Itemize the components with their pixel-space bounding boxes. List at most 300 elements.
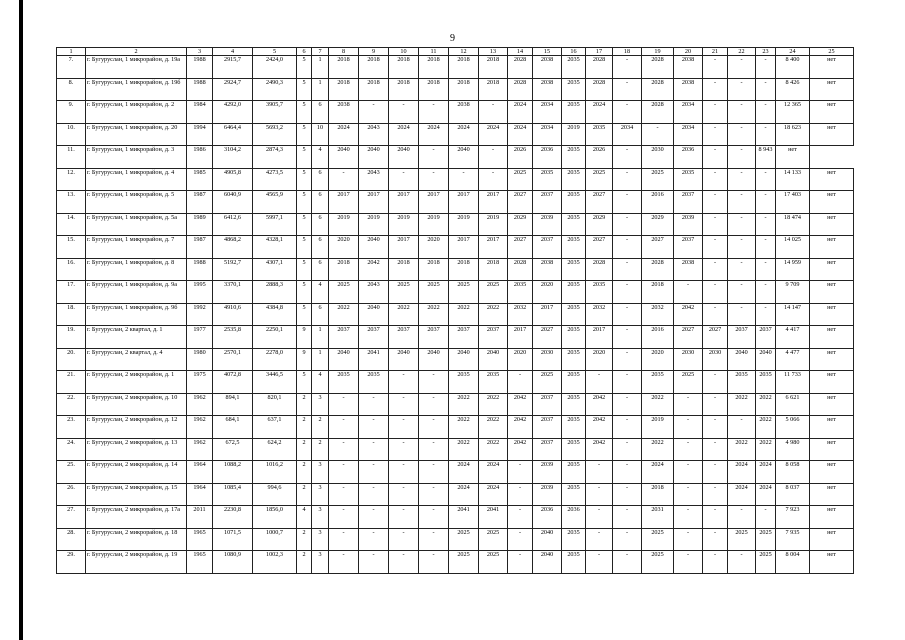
table-cell: 4910,6 bbox=[213, 303, 253, 326]
table-cell: 2024 bbox=[449, 461, 479, 484]
table-cell: - bbox=[613, 416, 642, 439]
table-row bbox=[57, 123, 854, 146]
table-cell: 14 133 bbox=[776, 168, 810, 191]
table-cell: 2 bbox=[312, 416, 329, 439]
table-cell: - bbox=[613, 528, 642, 551]
page-number: 9 bbox=[450, 33, 455, 44]
table-cell: 2035 bbox=[562, 303, 586, 326]
address-cell: г. Бугуруслан, 1 микрорайон, д. 2 bbox=[86, 101, 187, 124]
table-cell: 1984 bbox=[187, 101, 213, 124]
table-cell: - bbox=[329, 461, 359, 484]
table-cell: 7. bbox=[57, 56, 86, 79]
table-cell: 2027 bbox=[508, 236, 533, 259]
table-cell: 2035 bbox=[562, 56, 586, 79]
table-cell: нет bbox=[810, 236, 854, 259]
header-cell: 11 bbox=[419, 48, 449, 56]
table-row bbox=[57, 416, 854, 439]
table-cell: 5 bbox=[297, 281, 312, 304]
table-cell: - bbox=[642, 123, 674, 146]
table-cell: 2018 bbox=[449, 258, 479, 281]
table-row bbox=[57, 191, 854, 214]
table-cell: 1977 bbox=[187, 326, 213, 349]
table-cell: 2 bbox=[297, 416, 312, 439]
table-cell: 2024 bbox=[479, 123, 508, 146]
table-cell: 3 bbox=[312, 393, 329, 416]
table-cell: 2018 bbox=[479, 258, 508, 281]
table-cell: 2038 bbox=[449, 101, 479, 124]
table-cell: 2 bbox=[297, 483, 312, 506]
table-cell: 21. bbox=[57, 371, 86, 394]
table-cell: 2024 bbox=[479, 461, 508, 484]
table-cell: 2037 bbox=[756, 326, 776, 349]
address-cell: г. Бугуруслан, 1 микрорайон, д. 9б bbox=[86, 303, 187, 326]
table-cell: - bbox=[613, 146, 642, 169]
table-cell: 2570,1 bbox=[213, 348, 253, 371]
table-cell: 2019 bbox=[359, 213, 389, 236]
table-cell: - bbox=[508, 371, 533, 394]
table-cell: 2019 bbox=[419, 213, 449, 236]
table-cell: 2018 bbox=[449, 78, 479, 101]
table-cell: - bbox=[728, 213, 756, 236]
table-cell: 17 403 bbox=[776, 191, 810, 214]
table-cell: 23. bbox=[57, 416, 86, 439]
table-cell: - bbox=[728, 258, 756, 281]
table-cell: 2038 bbox=[533, 78, 562, 101]
table-cell: 29. bbox=[57, 551, 86, 574]
table-row bbox=[57, 213, 854, 236]
table-cell: 1856,0 bbox=[253, 506, 297, 529]
table-cell: 820,1 bbox=[253, 393, 297, 416]
table-cell: 2029 bbox=[642, 213, 674, 236]
table-cell: 2022 bbox=[756, 393, 776, 416]
table-cell: 27. bbox=[57, 506, 86, 529]
table-cell: - bbox=[586, 461, 613, 484]
table-cell: 6 bbox=[312, 303, 329, 326]
table-cell: - bbox=[703, 438, 728, 461]
table-cell: 2034 bbox=[674, 101, 703, 124]
header-cell: 2 bbox=[86, 48, 187, 56]
table-cell: 2037 bbox=[419, 326, 449, 349]
table-cell: 1992 bbox=[187, 303, 213, 326]
table-cell: - bbox=[419, 146, 449, 169]
table-cell: - bbox=[756, 303, 776, 326]
table-cell: 2022 bbox=[449, 303, 479, 326]
table-cell: - bbox=[728, 303, 756, 326]
table-cell: 2025 bbox=[586, 168, 613, 191]
table-header-row bbox=[57, 48, 854, 56]
table-cell: нет bbox=[776, 146, 810, 169]
table-cell: 2040 bbox=[389, 146, 419, 169]
table-cell: - bbox=[359, 461, 389, 484]
table-cell: - bbox=[613, 348, 642, 371]
table-cell: - bbox=[613, 461, 642, 484]
table-cell: - bbox=[508, 506, 533, 529]
table-cell: 1965 bbox=[187, 551, 213, 574]
table-cell: 2 bbox=[297, 438, 312, 461]
table-cell: 8 400 bbox=[776, 56, 810, 79]
table-cell: - bbox=[389, 483, 419, 506]
table-row bbox=[57, 78, 854, 101]
table-cell: 1988 bbox=[187, 78, 213, 101]
table-cell: 2020 bbox=[642, 348, 674, 371]
table-cell: 2035 bbox=[562, 438, 586, 461]
table-cell: 2424,0 bbox=[253, 56, 297, 79]
table-cell: - bbox=[613, 281, 642, 304]
table-cell: 2028 bbox=[508, 258, 533, 281]
table-cell: 8 943 bbox=[756, 146, 776, 169]
table-cell: 2038 bbox=[674, 258, 703, 281]
table-cell: 2042 bbox=[586, 438, 613, 461]
table-cell: 9 bbox=[297, 348, 312, 371]
table-cell: нет bbox=[810, 506, 854, 529]
table-cell: 2024 bbox=[419, 123, 449, 146]
table-cell: 2020 bbox=[329, 236, 359, 259]
table-cell: 2018 bbox=[642, 281, 674, 304]
table-cell: - bbox=[419, 371, 449, 394]
table-cell: - bbox=[329, 551, 359, 574]
table-cell: - bbox=[329, 483, 359, 506]
table-cell: 14. bbox=[57, 213, 86, 236]
table-cell: 19. bbox=[57, 326, 86, 349]
table-cell: 2040 bbox=[449, 348, 479, 371]
table-cell: - bbox=[756, 168, 776, 191]
table-cell: 1962 bbox=[187, 393, 213, 416]
table-cell: - bbox=[756, 191, 776, 214]
address-cell: г. Бугуруслан, 1 микрорайон, д. 8 bbox=[86, 258, 187, 281]
table-cell: 5 bbox=[297, 101, 312, 124]
table-cell: - bbox=[479, 101, 508, 124]
table-cell: - bbox=[756, 78, 776, 101]
table-cell: - bbox=[703, 236, 728, 259]
table-cell: 6 bbox=[312, 213, 329, 236]
header-cell: 7 bbox=[312, 48, 329, 56]
table-cell: 2018 bbox=[329, 258, 359, 281]
table-cell: 2038 bbox=[533, 56, 562, 79]
table-cell: нет bbox=[810, 213, 854, 236]
table-cell: 2036 bbox=[533, 146, 562, 169]
table-cell: 2017 bbox=[419, 191, 449, 214]
table-cell: 2040 bbox=[479, 348, 508, 371]
table-cell: - bbox=[586, 551, 613, 574]
table-cell: 2017 bbox=[586, 326, 613, 349]
table-cell: 2029 bbox=[586, 213, 613, 236]
table-cell: 1987 bbox=[187, 191, 213, 214]
table-cell: 2022 bbox=[728, 393, 756, 416]
table-cell: - bbox=[756, 213, 776, 236]
table-cell: 2019 bbox=[449, 213, 479, 236]
table-cell: - bbox=[613, 438, 642, 461]
table-cell: - bbox=[613, 483, 642, 506]
table-cell: 1965 bbox=[187, 528, 213, 551]
header-cell: 10 bbox=[389, 48, 419, 56]
table-cell: 2022 bbox=[756, 438, 776, 461]
table-cell: 1964 bbox=[187, 461, 213, 484]
address-cell: г. Бугуруслан, 1 микрорайон, д. 19а bbox=[86, 56, 187, 79]
table-cell: - bbox=[756, 123, 776, 146]
table-cell: - bbox=[479, 146, 508, 169]
table-cell: 20. bbox=[57, 348, 86, 371]
table-cell: 2018 bbox=[642, 483, 674, 506]
table-cell: 13. bbox=[57, 191, 86, 214]
table-cell: 2035 bbox=[562, 551, 586, 574]
table-cell: 2037 bbox=[479, 326, 508, 349]
table-cell: - bbox=[586, 371, 613, 394]
table-cell: - bbox=[703, 483, 728, 506]
address-cell: г. Бугуруслан, 2 микрорайон, д. 1 bbox=[86, 371, 187, 394]
table-cell: 5 bbox=[297, 371, 312, 394]
table-cell: 1994 bbox=[187, 123, 213, 146]
table-cell: 2027 bbox=[586, 236, 613, 259]
table-cell: 1071,5 bbox=[213, 528, 253, 551]
table-cell: - bbox=[329, 528, 359, 551]
table-cell: - bbox=[389, 371, 419, 394]
table-cell: нет bbox=[810, 191, 854, 214]
table-cell: 2035 bbox=[586, 123, 613, 146]
table-cell: 2035 bbox=[674, 168, 703, 191]
table-cell: 22. bbox=[57, 393, 86, 416]
table-cell: - bbox=[703, 393, 728, 416]
table-cell: 10. bbox=[57, 123, 86, 146]
table-cell: - bbox=[728, 101, 756, 124]
table-cell: 2024 bbox=[728, 483, 756, 506]
table-cell: 2025 bbox=[533, 371, 562, 394]
table-cell: 2 bbox=[297, 528, 312, 551]
table-cell: - bbox=[508, 528, 533, 551]
table-cell: 2 bbox=[297, 551, 312, 574]
table-cell: 5 bbox=[297, 191, 312, 214]
table-cell: 4328,1 bbox=[253, 236, 297, 259]
table-cell: - bbox=[449, 168, 479, 191]
table-cell: - bbox=[674, 416, 703, 439]
table-cell: 18 474 bbox=[776, 213, 810, 236]
table-cell: - bbox=[389, 168, 419, 191]
table-row bbox=[57, 483, 854, 506]
table-cell: 2035 bbox=[533, 168, 562, 191]
table-cell: 2230,8 bbox=[213, 506, 253, 529]
table-cell: 2024 bbox=[756, 461, 776, 484]
table-cell: - bbox=[508, 461, 533, 484]
table-cell: 1987 bbox=[187, 236, 213, 259]
table-cell: - bbox=[613, 393, 642, 416]
table-cell: - bbox=[703, 191, 728, 214]
table-cell: 3 bbox=[312, 528, 329, 551]
table-cell: 2040 bbox=[359, 146, 389, 169]
table-cell: 17. bbox=[57, 281, 86, 304]
table-cell: 1980 bbox=[187, 348, 213, 371]
table-cell: - bbox=[479, 168, 508, 191]
table-cell: 2027 bbox=[586, 191, 613, 214]
table-cell: - bbox=[728, 56, 756, 79]
address-cell: г. Бугуруслан, 1 микрорайон, д. 20 bbox=[86, 123, 187, 146]
table-cell: 6 621 bbox=[776, 393, 810, 416]
table-cell: 15. bbox=[57, 236, 86, 259]
table-cell: 4 bbox=[312, 146, 329, 169]
header-cell: 21 bbox=[703, 48, 728, 56]
table-cell: 12. bbox=[57, 168, 86, 191]
table-cell: 2888,3 bbox=[253, 281, 297, 304]
table-cell: 2032 bbox=[586, 303, 613, 326]
table-cell: 4868,2 bbox=[213, 236, 253, 259]
table-cell: 2 bbox=[297, 461, 312, 484]
table-cell: 2020 bbox=[419, 236, 449, 259]
table-cell: 2018 bbox=[359, 56, 389, 79]
table-cell: 5 bbox=[297, 258, 312, 281]
table-cell: 2027 bbox=[703, 326, 728, 349]
table-row bbox=[57, 506, 854, 529]
table-cell: - bbox=[728, 416, 756, 439]
table-cell: 2043 bbox=[359, 281, 389, 304]
address-cell: г. Бугуруслан, 2 микрорайон, д. 12 bbox=[86, 416, 187, 439]
table-cell: 11. bbox=[57, 146, 86, 169]
table-cell: 5 bbox=[297, 78, 312, 101]
table-cell: 2035 bbox=[728, 371, 756, 394]
table-cell: - bbox=[613, 101, 642, 124]
table-cell: 2038 bbox=[674, 78, 703, 101]
table-cell: 2024 bbox=[728, 461, 756, 484]
table-cell: 2040 bbox=[533, 528, 562, 551]
table-cell: 1988 bbox=[187, 56, 213, 79]
table-cell: - bbox=[674, 393, 703, 416]
table-cell: 18 623 bbox=[776, 123, 810, 146]
table-cell: 2042 bbox=[674, 303, 703, 326]
table-cell: 2037 bbox=[533, 191, 562, 214]
table-cell: - bbox=[613, 506, 642, 529]
table-cell: 2024 bbox=[756, 483, 776, 506]
table-cell: 2040 bbox=[449, 146, 479, 169]
table-cell: нет bbox=[810, 303, 854, 326]
table-cell: 5693,2 bbox=[253, 123, 297, 146]
table-cell: 14 147 bbox=[776, 303, 810, 326]
table-cell: 2040 bbox=[728, 348, 756, 371]
table-cell: 6412,6 bbox=[213, 213, 253, 236]
table-cell: - bbox=[359, 483, 389, 506]
table-row bbox=[57, 146, 854, 169]
table-cell: нет bbox=[810, 281, 854, 304]
table-cell: 2018 bbox=[449, 56, 479, 79]
table-cell: - bbox=[703, 56, 728, 79]
table-cell: 2022 bbox=[389, 303, 419, 326]
table-cell: 2022 bbox=[329, 303, 359, 326]
table-cell: - bbox=[756, 56, 776, 79]
address-cell: г. Бугуруслан, 2 микрорайон, д. 13 bbox=[86, 438, 187, 461]
table-cell: 3905,7 bbox=[253, 101, 297, 124]
address-cell: г. Бугуруслан, 2 квартал, д. 4 bbox=[86, 348, 187, 371]
table-cell: - bbox=[674, 528, 703, 551]
table-cell: 2041 bbox=[449, 506, 479, 529]
table-cell: 2028 bbox=[508, 78, 533, 101]
table-cell: 1088,2 bbox=[213, 461, 253, 484]
table-cell: нет bbox=[810, 348, 854, 371]
table-cell: 2024 bbox=[586, 101, 613, 124]
table-cell: нет bbox=[810, 393, 854, 416]
table-cell: 1989 bbox=[187, 213, 213, 236]
table-cell: - bbox=[756, 236, 776, 259]
table-cell: - bbox=[613, 326, 642, 349]
table-cell: 3 bbox=[312, 461, 329, 484]
table-cell: - bbox=[586, 483, 613, 506]
table-cell: 624,2 bbox=[253, 438, 297, 461]
table-cell: 2018 bbox=[419, 78, 449, 101]
table-cell: 2040 bbox=[756, 348, 776, 371]
table-cell: 2025 bbox=[389, 281, 419, 304]
table-cell: 2924,7 bbox=[213, 78, 253, 101]
table-row bbox=[57, 236, 854, 259]
table-cell: 4 980 bbox=[776, 438, 810, 461]
table-cell: 2028 bbox=[642, 78, 674, 101]
table-cell: 2039 bbox=[533, 213, 562, 236]
table-row bbox=[57, 281, 854, 304]
table-cell: 3370,1 bbox=[213, 281, 253, 304]
table-cell: 6 bbox=[312, 168, 329, 191]
table-cell: 2025 bbox=[674, 371, 703, 394]
table-cell: 2035 bbox=[562, 348, 586, 371]
table-cell: - bbox=[329, 438, 359, 461]
table-cell: - bbox=[419, 168, 449, 191]
table-cell: - bbox=[703, 416, 728, 439]
table-cell: 2025 bbox=[449, 551, 479, 574]
table-cell: 2024 bbox=[508, 123, 533, 146]
table-cell: 2020 bbox=[533, 281, 562, 304]
table-cell: - bbox=[613, 303, 642, 326]
table-cell: 2018 bbox=[419, 56, 449, 79]
table-cell: 2019 bbox=[642, 416, 674, 439]
table-cell: 2026 bbox=[508, 146, 533, 169]
table-cell: - bbox=[419, 101, 449, 124]
table-cell: - bbox=[389, 551, 419, 574]
table-cell: 2018 bbox=[389, 258, 419, 281]
table-cell: 2035 bbox=[562, 236, 586, 259]
table-cell: 2016 bbox=[642, 191, 674, 214]
table-cell: 5997,1 bbox=[253, 213, 297, 236]
table-row bbox=[57, 303, 854, 326]
table-cell: 5 066 bbox=[776, 416, 810, 439]
table-cell: 2018 bbox=[389, 78, 419, 101]
table-cell: - bbox=[728, 146, 756, 169]
table-cell: 2041 bbox=[359, 348, 389, 371]
table-cell: 10 bbox=[312, 123, 329, 146]
table-cell: 4072,8 bbox=[213, 371, 253, 394]
table-cell: 2030 bbox=[642, 146, 674, 169]
table-cell: 2027 bbox=[642, 236, 674, 259]
table-cell: 684,1 bbox=[213, 416, 253, 439]
table-cell: нет bbox=[810, 258, 854, 281]
table-cell: 2025 bbox=[449, 281, 479, 304]
header-cell: 4 bbox=[213, 48, 253, 56]
address-cell: г. Бугуруслан, 1 микрорайон, д. 3 bbox=[86, 146, 187, 169]
table-row bbox=[57, 326, 854, 349]
table-cell: - bbox=[359, 506, 389, 529]
table-cell: - bbox=[329, 393, 359, 416]
table-row bbox=[57, 258, 854, 281]
table-cell: 14 025 bbox=[776, 236, 810, 259]
table-cell: 8 058 bbox=[776, 461, 810, 484]
table-cell: нет bbox=[810, 416, 854, 439]
table-cell: - bbox=[756, 101, 776, 124]
table-row bbox=[57, 438, 854, 461]
table-cell: - bbox=[359, 416, 389, 439]
table-cell: - bbox=[419, 416, 449, 439]
table-cell: 9 bbox=[297, 326, 312, 349]
table-cell: 2250,1 bbox=[253, 326, 297, 349]
table-cell: 8 004 bbox=[776, 551, 810, 574]
table-cell: нет bbox=[810, 123, 854, 146]
table-cell: 2030 bbox=[674, 348, 703, 371]
table-cell: 2022 bbox=[756, 416, 776, 439]
table-cell: 2017 bbox=[479, 236, 508, 259]
table-cell: 8 037 bbox=[776, 483, 810, 506]
header-cell: 18 bbox=[613, 48, 642, 56]
table-cell: 2535,8 bbox=[213, 326, 253, 349]
